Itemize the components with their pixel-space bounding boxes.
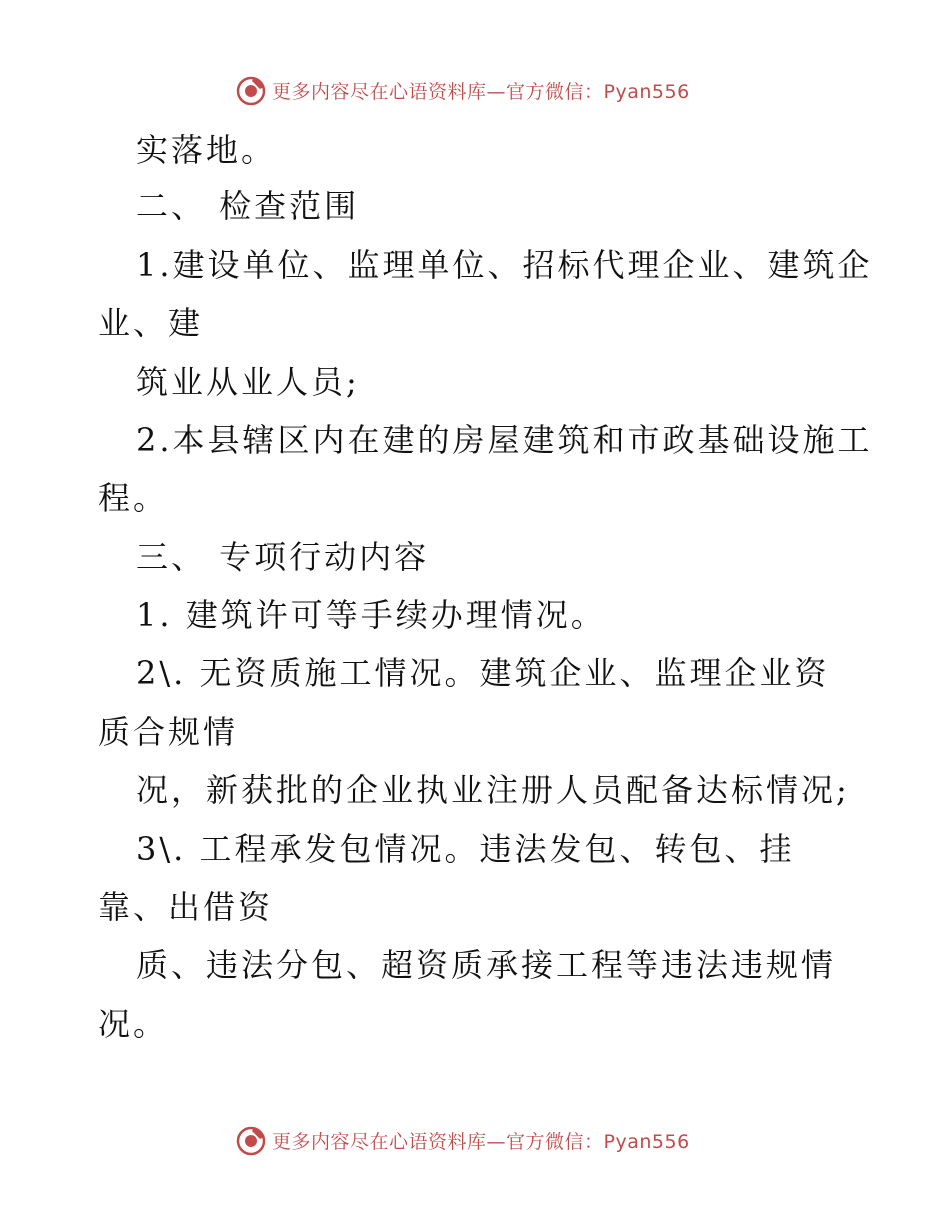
text-line: 实落地。 (136, 131, 277, 169)
text-line: 3\. 工程承发包情况。违法发包、转包、挂 (136, 830, 795, 868)
text-line: 业、建 (98, 304, 204, 342)
text-line: 1. 建筑许可等手续办理情况。 (136, 596, 606, 634)
text-line: 况，新获批的企业执业注册人员配备达标情况; (136, 771, 850, 809)
watermark-text: 更多内容尽在心语资料库—官方微信：Pyan556 (272, 1130, 690, 1153)
text-line: 质合规情 (98, 713, 239, 751)
header-watermark (234, 72, 690, 108)
footer-watermark (234, 1122, 690, 1158)
logo-icon (234, 73, 268, 107)
section-heading: 三、 专项行动内容 (136, 538, 430, 576)
text-line: 2.本县辖区内在建的房屋建筑和市政基础设施工 (136, 421, 873, 459)
text-line: 靠、出借资 (98, 888, 274, 926)
logo-icon (234, 1123, 268, 1157)
text-line: 质、违法分包、超资质承接工程等违法违规情 (136, 946, 837, 984)
text-line: 况。 (98, 1005, 169, 1043)
watermark-text: 更多内容尽在心语资料库—官方微信：Pyan556 (272, 80, 690, 103)
text-line: 2\. 无资质施工情况。建筑企业、监理企业资 (136, 654, 830, 692)
section-heading: 二、 检查范围 (136, 187, 360, 225)
text-line: 1.建设单位、监理单位、招标代理企业、建筑企 (136, 246, 873, 284)
text-line: 程。 (98, 479, 169, 517)
text-line: 筑业从业人员; (136, 363, 360, 401)
